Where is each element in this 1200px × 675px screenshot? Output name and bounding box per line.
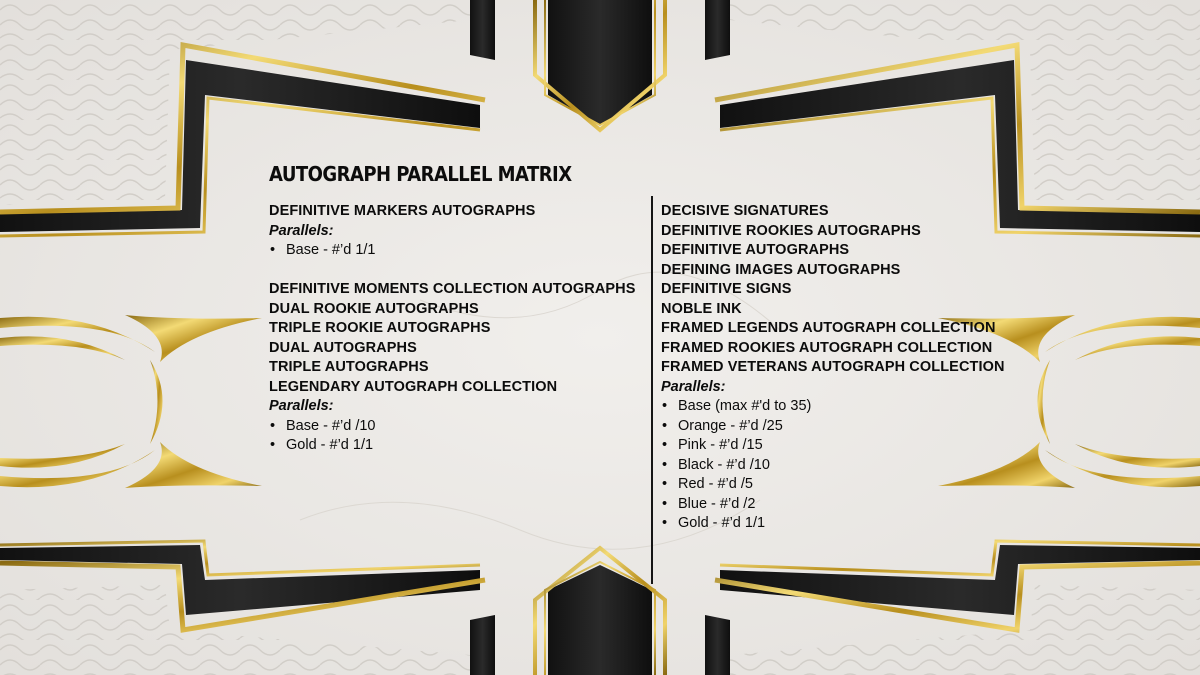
set-name: DEFINITIVE SIGNS (661, 281, 792, 297)
column-divider (651, 196, 653, 584)
set-name: DEFINITIVE MARKERS AUTOGRAPHS (269, 203, 536, 219)
spacer (269, 261, 649, 281)
set-name: FRAMED LEGENDS AUTOGRAPH COLLECTION (661, 320, 996, 336)
set-name: DUAL ROOKIE AUTOGRAPHS (269, 300, 479, 317)
parallel-item: • Gold - #’d 1/1 (661, 514, 1021, 534)
set-name: DEFINITIVE AUTOGRAPHS (661, 242, 850, 258)
left-column (269, 202, 649, 456)
set-name: FRAMED VETERANS AUTOGRAPH COLLECTION (661, 359, 1005, 375)
set-name: DEFINITIVE ROOKIES AUTOGRAPHS (661, 222, 921, 239)
set-name: TRIPLE ROOKIE AUTOGRAPHS (269, 320, 491, 336)
parallel-item: • Black - #’d /10 (661, 456, 1021, 476)
parallel-item: • Gold - #’d 1/1 (269, 436, 649, 456)
parallels-label: Parallels: (269, 398, 334, 414)
right-column (661, 202, 1021, 534)
parallel-item: • Orange - #’d /25 (661, 417, 1021, 437)
set-name: LEGENDARY AUTOGRAPH COLLECTION (269, 378, 558, 395)
set-name: DEFINITIVE MOMENTS COLLECTION AUTOGRAPHS (269, 281, 636, 297)
set-name: NOBLE INK (661, 300, 742, 317)
parallel-item: • Base - #’d 1/1 (269, 241, 649, 261)
set-name: TRIPLE AUTOGRAPHS (269, 359, 429, 375)
parallel-item: • Base (max #'d to 35) (661, 397, 1021, 417)
parallels-label: Parallels: (661, 378, 726, 395)
set-name: FRAMED ROOKIES AUTOGRAPH COLLECTION (661, 339, 993, 356)
parallel-item: • Pink - #’d /15 (661, 436, 1021, 456)
parallel-item: • Base - #’d /10 (269, 417, 649, 437)
parallels-list (269, 417, 649, 456)
set-name: DECISIVE SIGNATURES (661, 203, 829, 219)
set-name: DUAL AUTOGRAPHS (269, 339, 417, 356)
parallels-list (269, 241, 649, 261)
parallel-item: • Blue - #’d /2 (661, 495, 1021, 515)
parallels-list (661, 397, 1021, 534)
set-name: DEFINING IMAGES AUTOGRAPHS (661, 261, 901, 278)
parallels-label: Parallels: (269, 222, 334, 239)
page-title: AUTOGRAPH PARALLEL MATRIX (269, 162, 572, 186)
parallel-item: • Red - #’d /5 (661, 475, 1021, 495)
